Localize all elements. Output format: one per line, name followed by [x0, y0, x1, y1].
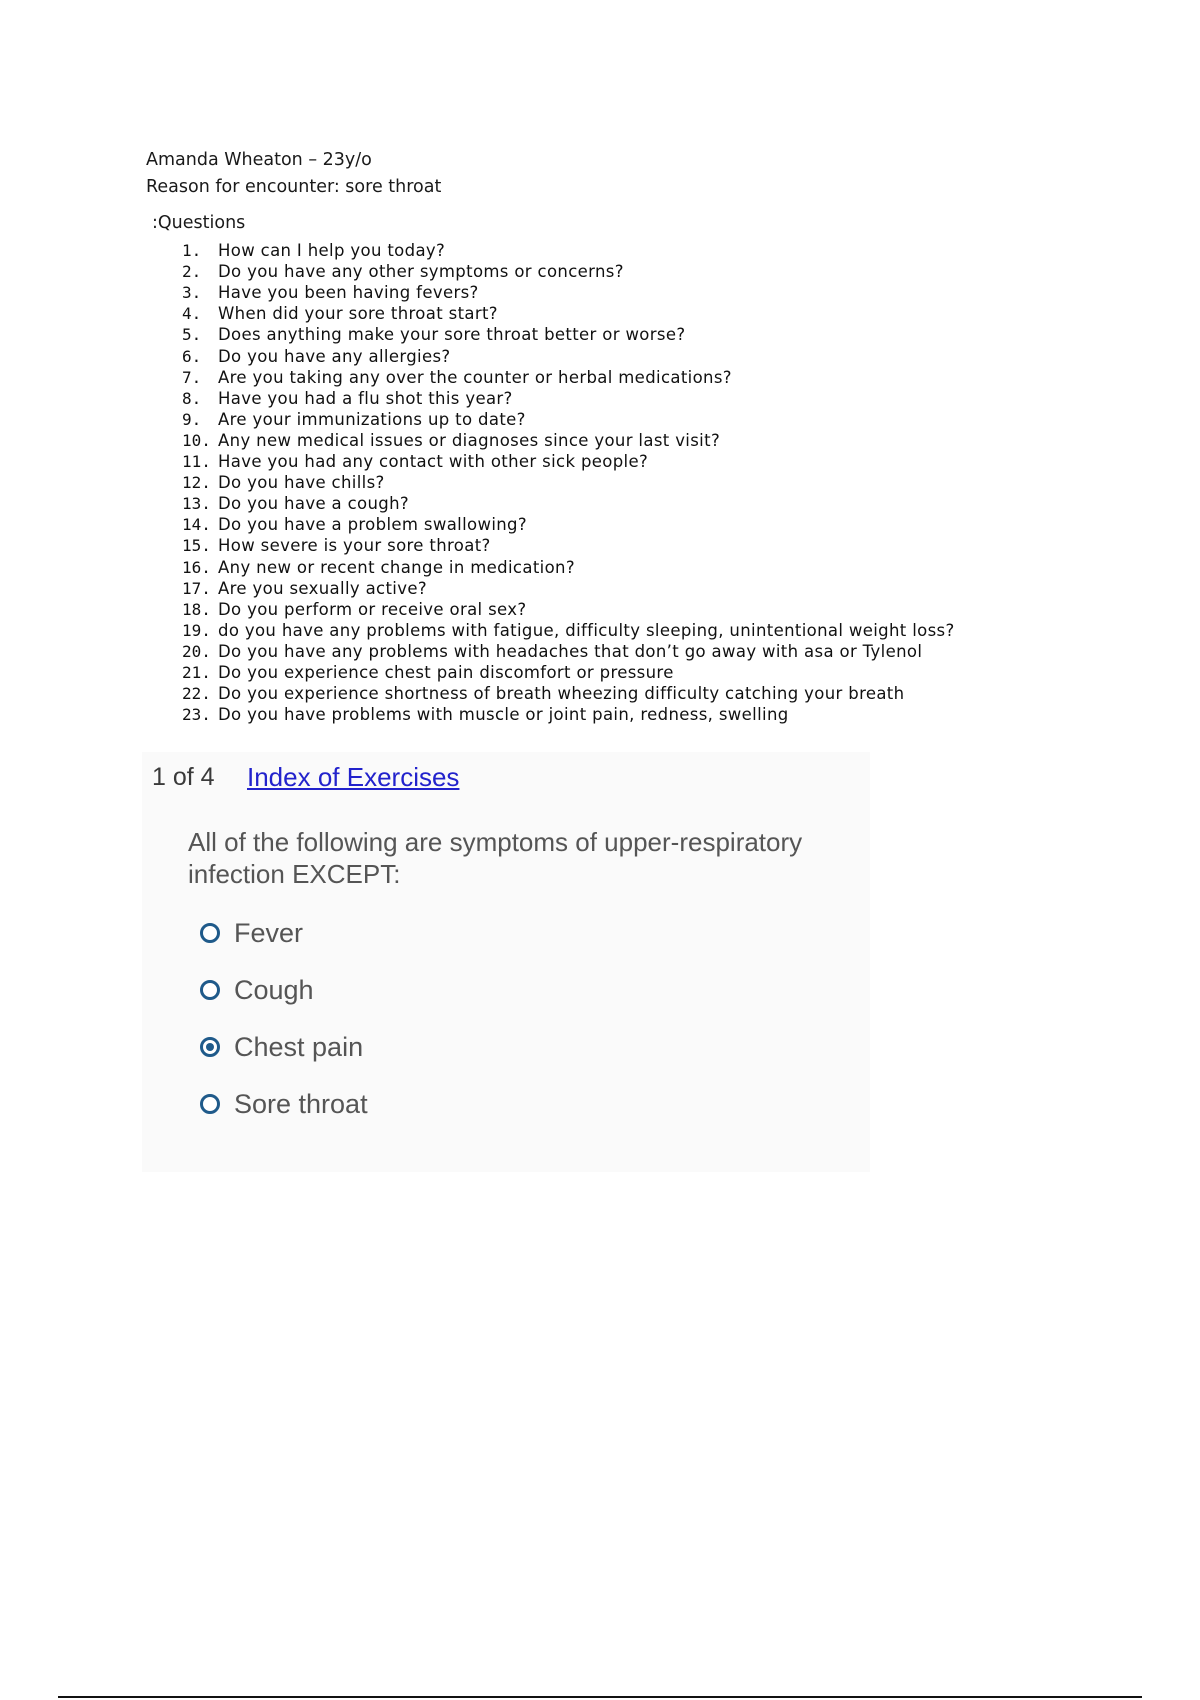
radio-icon[interactable] [200, 923, 220, 943]
question-text: When did your sore throat start? [218, 304, 498, 324]
option-label: Cough [234, 974, 314, 1005]
question-number: 8. [182, 388, 202, 408]
question-text: do you have any problems with fatigue, difficulty sleeping, unintentional weight loss? [218, 620, 955, 640]
question-text: Have you had a flu shot this year? [218, 388, 513, 408]
question-text: Any new or recent change in medication? [218, 557, 575, 577]
question-number: 9. [182, 409, 202, 429]
questions-heading: :Questions [152, 213, 246, 233]
option-chest-pain[interactable] [200, 1029, 363, 1065]
question-number: 21. [182, 663, 211, 682]
question-text: Do you have a problem swallowing? [218, 515, 527, 535]
question-number: 20. [182, 641, 211, 661]
question-text: Are you taking any over the counter or herbal medications? [218, 367, 732, 387]
question-text: Do you experience shortness of breath wheezing difficulty catching your breath [218, 684, 905, 704]
radio-icon[interactable] [200, 980, 220, 1000]
question-number: 10. [182, 430, 211, 450]
question-text: How can I help you today? [218, 241, 446, 260]
question-text: Do you have a cough? [218, 494, 410, 514]
question-text: Do you have chills? [218, 473, 385, 493]
radio-selected-icon[interactable] [200, 1037, 220, 1057]
question-number: 7. [182, 367, 202, 387]
question-text: Do you have any problems with headaches that don’t go away with asa or Tylenol [218, 641, 923, 661]
option-fever[interactable] [200, 915, 303, 951]
question-number: 14. [182, 515, 211, 535]
question-number: 16. [182, 557, 211, 577]
question-number: 23. [182, 705, 211, 725]
question-number: 12. [182, 473, 211, 493]
question-text: Are your immunizations up to date? [218, 409, 526, 429]
option-label: Sore throat [234, 1088, 368, 1119]
option-sore-throat[interactable] [200, 1086, 368, 1122]
option-label: Fever [234, 917, 304, 948]
question-text: Do you have any other symptoms or concerns? [218, 262, 624, 282]
question-text: Do you experience chest pain discomfort or pressure [218, 663, 674, 682]
question-number: 5. [182, 325, 202, 345]
question-text: Do you have problems with muscle or joint pain, redness, swelling [218, 705, 789, 725]
question-number: 4. [182, 304, 202, 324]
question-number: 1. [182, 241, 202, 260]
index-of-exercises-link[interactable]: Index of Exercises [247, 762, 460, 792]
question-number: 15. [182, 536, 211, 556]
question-number: 11. [182, 452, 211, 471]
quiz-counter: 1 of 4 [152, 763, 215, 791]
radio-icon[interactable] [200, 1094, 220, 1114]
encounter-reason: Reason for encounter: sore throat [146, 177, 442, 197]
quiz-question: All of the following are symptoms of upper-respiratory infection EXCEPT: [188, 827, 803, 889]
question-text: Does anything make your sore throat better or worse? [218, 325, 686, 345]
question-number: 19. [182, 620, 211, 640]
page-footer-rule [58, 1696, 1142, 1698]
question-number: 6. [182, 346, 202, 366]
question-number: 22. [182, 684, 211, 704]
question-number: 17. [182, 578, 211, 598]
option-cough[interactable] [200, 972, 314, 1008]
question-number: 2. [182, 262, 202, 282]
question-text: Any new medical issues or diagnoses since your last visit? [218, 430, 721, 450]
question-text: Do you have any allergies? [218, 346, 451, 366]
question-number: 3. [182, 283, 202, 303]
question-text: Have you been having fevers? [218, 283, 479, 303]
question-text: How severe is your sore throat? [218, 536, 491, 556]
question-text: Have you had any contact with other sick people? [218, 452, 649, 471]
question-text: Are you sexually active? [218, 578, 427, 598]
patient-name: Amanda Wheaton – 23y/o [146, 150, 372, 170]
question-text: Do you perform or receive oral sex? [218, 599, 527, 619]
question-number: 13. [182, 494, 211, 514]
question-number: 18. [182, 599, 211, 619]
option-label: Chest pain [234, 1031, 364, 1062]
